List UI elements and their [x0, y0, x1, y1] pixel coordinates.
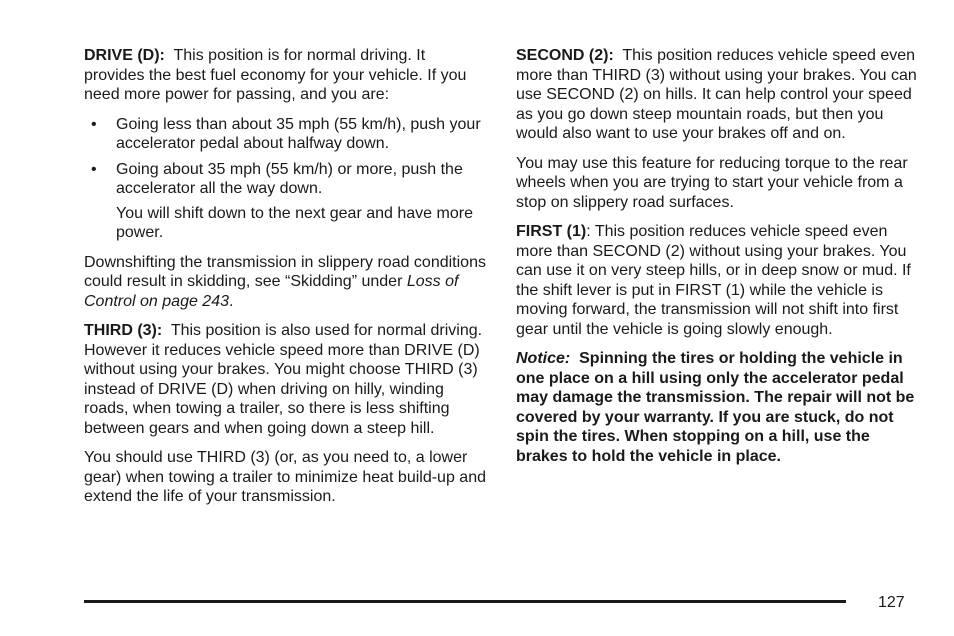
drive-paragraph	[84, 46, 489, 105]
second-text: This position reduces vehicle speed even more than THIRD (3) without using your brakes. You can use SECOND (2) on hills. It can help control your speed as you go down steep mountain roads, but then you would also want to use your brakes off and on.	[516, 47, 917, 142]
notice-paragraph	[516, 349, 920, 466]
second-paragraph	[516, 46, 920, 144]
shift-note: You will shift down to the next gear and have more power.	[116, 204, 473, 241]
notice-heading: Notice:	[516, 350, 571, 367]
right-column	[516, 46, 920, 476]
downshift-end: .	[229, 292, 234, 310]
list-item-text: Going about 35 mph (55 km/h) or more, push the accelerator all the way down.	[116, 160, 463, 197]
first-text: : This position reduces vehicle speed even more than SECOND (2) without using your brakes. You can use it on very steep hills, or in deep snow or mud. If the shift lever is put in FIRST (1) while the vehicle is moving forward, the transmission will not shift into first gear until the vehicle is going slowly enough.	[516, 223, 911, 338]
notice-text: Spinning the tires or holding the vehicle in one place on a hill using only the accelerator pedal may damage the transmission. The repair will not be covered by your warranty. If you are stuck, do not spin the tires. When stopping on a hill, use the brakes to hold the vehicle in place.	[516, 350, 915, 465]
third-paragraph	[84, 321, 489, 438]
bullet-icon: •	[91, 160, 97, 178]
third-text: This position is also used for normal driving. However it reduces vehicle speed more than DRIVE (D) without using your brakes. You might choose THIRD (3) instead of DRIVE (D) when driving on hilly, winding roads, when towing a trailer, so there is less shifting between gears and when going down a steep hill.	[84, 322, 483, 437]
drive-bullet-list	[84, 115, 489, 199]
first-heading: FIRST (1)	[516, 223, 587, 240]
bullet-icon: •	[91, 115, 97, 133]
downshift-text: Downshifting the transmission in slippery road conditions could result in skidding, see “Skidding” under	[84, 253, 486, 290]
second-heading: SECOND (2):	[516, 47, 614, 64]
drive-heading: DRIVE (D):	[84, 47, 165, 64]
first-paragraph	[516, 222, 920, 339]
page-number: 127	[878, 594, 905, 611]
list-item-text: Going less than about 35 mph (55 km/h), push your accelerator pedal about halfway down.	[116, 115, 481, 152]
list-item	[84, 115, 489, 154]
list-item	[84, 160, 489, 199]
drive-text: This position is for normal driving. It provides the best fuel economy for your vehicle. If you need more power for passing, and you are:	[84, 47, 467, 103]
footer-rule	[84, 600, 846, 603]
third-heading: THIRD (3):	[84, 322, 163, 339]
downshift-paragraph	[84, 253, 489, 312]
torque-paragraph: You may use this feature for reducing torque to the rear wheels when you are trying to start your vehicle from a stop on slippery road surfaces.	[516, 154, 908, 211]
left-column	[84, 46, 489, 517]
downshift-reference: Loss of Control on page 243	[84, 273, 459, 310]
towing-paragraph: You should use THIRD (3) (or, as you need to, a lower gear) when towing a trailer to minimize heat build-up and extend the life of your transmission.	[84, 449, 486, 505]
